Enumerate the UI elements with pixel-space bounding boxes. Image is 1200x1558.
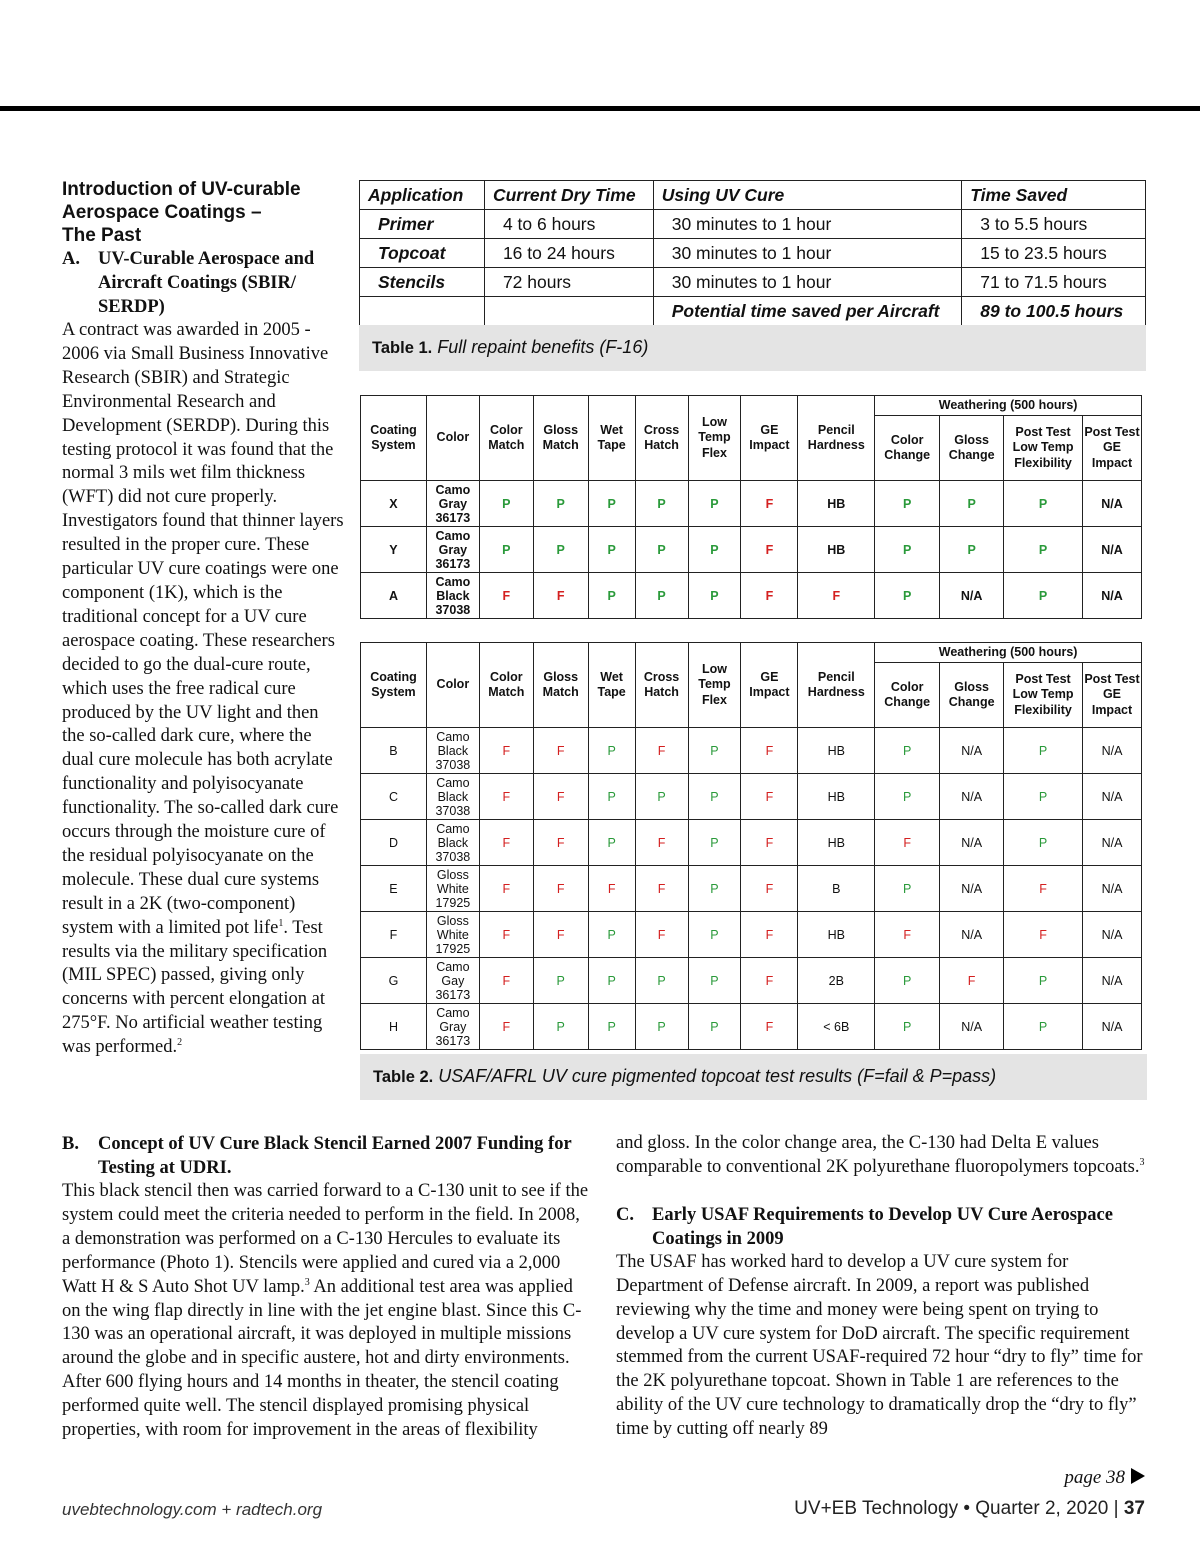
result-cell: F — [533, 573, 588, 619]
publication-name: UV+EB Technology • Quarter 2, 2020 — [794, 1498, 1109, 1519]
result-cell: P — [533, 481, 588, 527]
result-cell: P — [588, 728, 635, 774]
coating-system-cell: B — [361, 728, 427, 774]
result-cell: P — [1004, 481, 1083, 527]
result-cell: N/A — [940, 728, 1004, 774]
column-header: Color Change — [875, 663, 940, 728]
table-header-row — [360, 181, 1146, 210]
subsection-a-heading — [62, 247, 344, 319]
color-cell: Camo Gray 36173 — [426, 1004, 479, 1050]
continued-link[interactable] — [1064, 1467, 1145, 1489]
result-cell: F — [479, 820, 533, 866]
coating-system-cell: Y — [361, 527, 427, 573]
table-cell: 3 to 5.5 hours — [962, 210, 1146, 239]
continued-text: page 38 — [1064, 1467, 1125, 1488]
result-cell: P — [479, 527, 533, 573]
section-b-heading — [62, 1132, 592, 1180]
column-header: GE Impact — [741, 396, 798, 481]
result-cell: P — [688, 573, 741, 619]
table-row — [361, 866, 1142, 912]
column-header: Post Test Low Temp Flexibility — [1004, 663, 1083, 728]
result-cell: HB — [798, 481, 875, 527]
coating-system-cell: X — [361, 481, 427, 527]
column-header: Color Change — [875, 416, 940, 481]
result-cell: F — [635, 820, 688, 866]
table-row — [361, 774, 1142, 820]
result-cell: P — [875, 573, 940, 619]
result-cell: F — [741, 820, 798, 866]
result-cell: P — [635, 958, 688, 1004]
result-cell: F — [533, 774, 588, 820]
result-cell: N/A — [1082, 728, 1141, 774]
result-cell: N/A — [1082, 481, 1141, 527]
result-cell: F — [533, 820, 588, 866]
result-cell: N/A — [940, 866, 1004, 912]
result-cell: N/A — [940, 774, 1004, 820]
result-cell: P — [1004, 958, 1083, 1004]
table-1-caption — [359, 325, 1146, 371]
table-row — [361, 527, 1142, 573]
result-cell: F — [479, 728, 533, 774]
footnote-ref: 2 — [177, 1037, 183, 1049]
result-cell: HB — [798, 820, 875, 866]
result-cell: HB — [798, 728, 875, 774]
result-cell: P — [875, 1004, 940, 1050]
column-header: Time Saved — [962, 181, 1146, 210]
result-cell: F — [1004, 912, 1083, 958]
column-header: Cross Hatch — [635, 643, 688, 728]
column-header: Using UV Cure — [653, 181, 962, 210]
result-cell: F — [479, 958, 533, 1004]
result-cell: P — [688, 820, 741, 866]
result-cell: N/A — [1082, 912, 1141, 958]
color-cell: Camo Black 37038 — [426, 774, 479, 820]
result-cell: P — [635, 774, 688, 820]
result-cell: P — [688, 481, 741, 527]
column-header: Pencil Hardness — [798, 396, 875, 481]
body-text: A contract was awarded in 2005 - 2006 via Small Business Innovative Research (SBIR) and Strategic Environmental Research and Development (SERDP). During this testing protocol it was found that the normal 3 mils wet film thickness (WFT) did not cure properly. Investigators found that thinner layers resulted in the proper cure. These particular UV cure coatings were one component (1K), which is the traditional concept for a UV cure aerospace coating. These researchers decided to go the dual-cure route, which uses the free radical cure produced by the UV light and then the so-called dark cure, where the dual cure molecule has both acrylate functionality and polyisocyanate functionality. The so-called dark cure occurs through the moisture cure of the residual polyisocyanate on the molecule. These dual cure systems result in a 2K (two-component) system with a limited pot life — [62, 320, 344, 938]
table-cell: 71 to 71.5 hours — [962, 268, 1146, 297]
color-cell: Camo Black 37038 — [426, 820, 479, 866]
coating-system-cell: G — [361, 958, 427, 1004]
result-cell: F — [479, 912, 533, 958]
column-header: Color — [426, 396, 479, 481]
table-row — [361, 1004, 1142, 1050]
result-cell: P — [588, 820, 635, 866]
result-cell: P — [875, 527, 940, 573]
result-cell: F — [1004, 866, 1083, 912]
result-cell: N/A — [940, 820, 1004, 866]
footer-publication — [794, 1498, 1145, 1520]
result-cell: F — [533, 912, 588, 958]
result-cell: B — [798, 866, 875, 912]
table-row — [361, 481, 1142, 527]
result-cell: P — [688, 527, 741, 573]
table-row — [361, 820, 1142, 866]
footer-websites: uvebtechnology.com + radtech.org — [62, 1500, 323, 1519]
result-cell: P — [635, 481, 688, 527]
result-cell: P — [875, 866, 940, 912]
subsection-letter: C. — [616, 1204, 634, 1225]
column-header: Color — [426, 643, 479, 728]
intro-body — [62, 319, 344, 1060]
table-2-lower — [360, 642, 1142, 1050]
column-header: Coating System — [361, 396, 427, 481]
result-cell: F — [875, 912, 940, 958]
result-cell: F — [635, 728, 688, 774]
result-cell: F — [741, 958, 798, 1004]
table-cell: 4 to 6 hours — [484, 210, 653, 239]
color-cell: Gloss White 17925 — [426, 912, 479, 958]
result-cell: P — [635, 1004, 688, 1050]
result-cell: P — [588, 774, 635, 820]
result-cell: HB — [798, 774, 875, 820]
result-cell: P — [875, 481, 940, 527]
result-cell: P — [479, 481, 533, 527]
result-cell: F — [741, 728, 798, 774]
result-cell: P — [875, 728, 940, 774]
body-text: and gloss. In the color change area, the C-130 had Delta E values comparable to conventional 2K polyurethane fluoropolymers topcoats. — [616, 1133, 1140, 1177]
column-header: Gloss Match — [533, 643, 588, 728]
column-header: Gloss Change — [940, 663, 1004, 728]
result-cell: F — [741, 573, 798, 619]
result-cell: P — [533, 958, 588, 1004]
section-title-line: Introduction of UV-curable — [62, 179, 301, 200]
section-b-column — [62, 1132, 592, 1443]
result-cell: 2B — [798, 958, 875, 1004]
result-cell: P — [1004, 774, 1083, 820]
table-total-row — [360, 297, 1146, 326]
column-header: Current Dry Time — [484, 181, 653, 210]
subsection-title: Early USAF Requirements to Develop UV Cure Aerospace Coatings in 2009 — [652, 1204, 1113, 1249]
body-text: This black stencil then was carried forward to a C-130 unit to see if the system could meet the criteria needed to perform in the field. In 2008, a demonstration was performed on a C-130 Hercules to evaluate its performance (Photo 1). Stencils were applied and cured via a 2,000 Watt H & S Auto Shot UV lamp. — [62, 1181, 589, 1297]
caption-label: Table 2. — [373, 1068, 434, 1086]
result-cell: F — [798, 573, 875, 619]
table-2-caption — [360, 1054, 1147, 1100]
table-cell: 30 minutes to 1 hour — [653, 239, 962, 268]
result-cell: F — [940, 958, 1004, 1004]
result-cell: P — [688, 728, 741, 774]
result-cell: F — [635, 912, 688, 958]
table-cell: 15 to 23.5 hours — [962, 239, 1146, 268]
result-cell: P — [588, 481, 635, 527]
result-cell: F — [741, 527, 798, 573]
result-cell: P — [1004, 573, 1083, 619]
result-cell: N/A — [940, 1004, 1004, 1050]
table-cell: 72 hours — [484, 268, 653, 297]
column-header: Post Test Low Temp Flexibility — [1004, 416, 1083, 481]
table-row — [360, 210, 1146, 239]
table-1-repaint-benefits — [359, 180, 1146, 326]
result-cell: F — [533, 866, 588, 912]
color-cell: Camo Gray 36173 — [426, 481, 479, 527]
result-cell: P — [1004, 820, 1083, 866]
section-b-body — [62, 1180, 592, 1443]
table-cell — [360, 297, 485, 326]
section-c-body: The USAF has worked hard to develop a UV cure system for Department of Defense aircraft. In 2009, a report was published reviewing why the time and money were being spent on trying to develop a UV cure system for DoD aircraft. The specific requirement stemmed from the current USAF-required 72 hour “dry to fly” time for the 2K polyurethane topcoat. Shown in Table 1 are references to the ability of the UV cure technology to dramatically drop the “dry to fly” time by cutting off nearly 89 — [616, 1251, 1143, 1440]
table-cell: 16 to 24 hours — [484, 239, 653, 268]
column-header: Pencil Hardness — [798, 643, 875, 728]
footnote-ref: 3 — [1139, 1156, 1145, 1168]
result-cell: P — [588, 573, 635, 619]
column-header: Color Match — [479, 396, 533, 481]
footnote-ref: 3 — [304, 1276, 310, 1288]
column-header: Wet Tape — [588, 643, 635, 728]
column-header: Post Test GE Impact — [1082, 416, 1141, 481]
footer-separator: | — [1113, 1498, 1119, 1519]
result-cell: F — [635, 866, 688, 912]
color-cell: Camo Black 37038 — [426, 573, 479, 619]
section-title-line: The Past — [62, 225, 142, 246]
result-cell: N/A — [1082, 866, 1141, 912]
table-cell: 30 minutes to 1 hour — [653, 210, 962, 239]
caption-text: Full repaint benefits (F-16) — [437, 337, 649, 357]
table-cell: Primer — [360, 210, 485, 239]
subsection-title: UV-Curable Aerospace and Aircraft Coatings (SBIR/ SERDP) — [98, 249, 315, 317]
subsection-letter: A. — [62, 249, 80, 269]
result-cell: HB — [798, 527, 875, 573]
result-cell: P — [588, 1004, 635, 1050]
result-cell: P — [588, 912, 635, 958]
page-number: 37 — [1123, 1498, 1145, 1519]
result-cell: P — [875, 958, 940, 1004]
column-header: Application — [360, 181, 485, 210]
coating-system-cell: E — [361, 866, 427, 912]
caption-label: Table 1. — [372, 339, 433, 357]
column-header: Post Test GE Impact — [1082, 663, 1141, 728]
arrow-right-icon — [1131, 1468, 1145, 1484]
result-cell: P — [533, 1004, 588, 1050]
result-cell: P — [688, 958, 741, 1004]
table-row — [360, 239, 1146, 268]
intro-column — [62, 178, 344, 1060]
result-cell: F — [741, 866, 798, 912]
table-row — [361, 912, 1142, 958]
result-cell: N/A — [1082, 774, 1141, 820]
result-cell: F — [533, 728, 588, 774]
coating-system-cell: C — [361, 774, 427, 820]
result-cell: P — [688, 774, 741, 820]
column-header: Cross Hatch — [635, 396, 688, 481]
total-label: Potential time saved per Aircraft — [653, 297, 962, 326]
column-header: Low Temp Flex — [688, 643, 741, 728]
column-header: GE Impact — [741, 643, 798, 728]
column-header: Color Match — [479, 643, 533, 728]
result-cell: F — [479, 573, 533, 619]
color-cell: Camo Gray 36173 — [426, 527, 479, 573]
result-cell: F — [741, 481, 798, 527]
result-cell: N/A — [1082, 820, 1141, 866]
result-cell: P — [1004, 1004, 1083, 1050]
table-cell — [484, 297, 653, 326]
result-cell: N/A — [940, 573, 1004, 619]
color-cell: Gloss White 17925 — [426, 866, 479, 912]
result-cell: F — [479, 774, 533, 820]
result-cell: P — [1004, 728, 1083, 774]
coating-system-cell: A — [361, 573, 427, 619]
result-cell: P — [688, 912, 741, 958]
result-cell: N/A — [1082, 527, 1141, 573]
column-header: Wet Tape — [588, 396, 635, 481]
subsection-title: Concept of UV Cure Black Stencil Earned 2007 Funding for Testing at UDRI. — [98, 1134, 572, 1178]
table-cell: 30 minutes to 1 hour — [653, 268, 962, 297]
body-text: . Test results via the military specification (MIL SPEC) passed, giving only concerns with percent elongation at 275°F. No artificial weather testing was performed. — [62, 917, 328, 1058]
table-row — [361, 573, 1142, 619]
result-cell: P — [635, 527, 688, 573]
result-cell: P — [688, 1004, 741, 1050]
section-c-column — [616, 1132, 1146, 1442]
result-cell: P — [875, 774, 940, 820]
color-cell: Camo Black 37038 — [426, 728, 479, 774]
result-cell: < 6B — [798, 1004, 875, 1050]
result-cell: F — [588, 866, 635, 912]
column-header: Gloss Match — [533, 396, 588, 481]
result-cell: HB — [798, 912, 875, 958]
result-cell: F — [741, 912, 798, 958]
table-row — [361, 728, 1142, 774]
result-cell: P — [688, 866, 741, 912]
result-cell: N/A — [940, 912, 1004, 958]
table-2-upper — [360, 395, 1142, 619]
table-cell: Stencils — [360, 268, 485, 297]
result-cell: N/A — [1082, 573, 1141, 619]
caption-text: USAF/AFRL UV cure pigmented topcoat test results (F=fail & P=pass) — [438, 1066, 997, 1086]
section-c-heading — [616, 1203, 1146, 1251]
table-row — [360, 268, 1146, 297]
section-b-continued — [616, 1132, 1146, 1180]
header-rule — [0, 106, 1200, 111]
result-cell: F — [741, 774, 798, 820]
result-cell: P — [940, 481, 1004, 527]
coating-system-cell: F — [361, 912, 427, 958]
result-cell: P — [588, 527, 635, 573]
result-cell: P — [1004, 527, 1083, 573]
total-value: 89 to 100.5 hours — [962, 297, 1146, 326]
section-title-line: Aerospace Coatings – — [62, 202, 262, 223]
column-header: Gloss Change — [940, 416, 1004, 481]
column-header: Low Temp Flex — [688, 396, 741, 481]
result-cell: F — [479, 1004, 533, 1050]
column-header: Coating System — [361, 643, 427, 728]
body-text: An additional test area was applied on the wing flap directly in line with the jet engine blast. Since this C-130 was an operational aircraft, it was deployed in multiple missions around the globe and in specific austere, hot and dirty environments. After 600 flying hours and 14 months in theater, the stencil coating performed quite well. The stencil displayed promising physical properties, with room for improvement in the areas of flexibility — [62, 1276, 582, 1441]
section-title — [62, 178, 344, 247]
column-group-header: Weathering (500 hours) — [875, 643, 1142, 663]
result-cell: P — [940, 527, 1004, 573]
table-cell: Topcoat — [360, 239, 485, 268]
table-row — [361, 958, 1142, 1004]
result-cell: N/A — [1082, 958, 1141, 1004]
result-cell: N/A — [1082, 1004, 1141, 1050]
color-cell: Camo Gay 36173 — [426, 958, 479, 1004]
result-cell: P — [533, 527, 588, 573]
result-cell: F — [875, 820, 940, 866]
coating-system-cell: H — [361, 1004, 427, 1050]
result-cell: P — [588, 958, 635, 1004]
footnote-ref: 1 — [278, 917, 284, 929]
coating-system-cell: D — [361, 820, 427, 866]
column-group-header: Weathering (500 hours) — [875, 396, 1142, 416]
result-cell: F — [479, 866, 533, 912]
result-cell: F — [741, 1004, 798, 1050]
subsection-letter: B. — [62, 1134, 79, 1154]
result-cell: P — [635, 573, 688, 619]
